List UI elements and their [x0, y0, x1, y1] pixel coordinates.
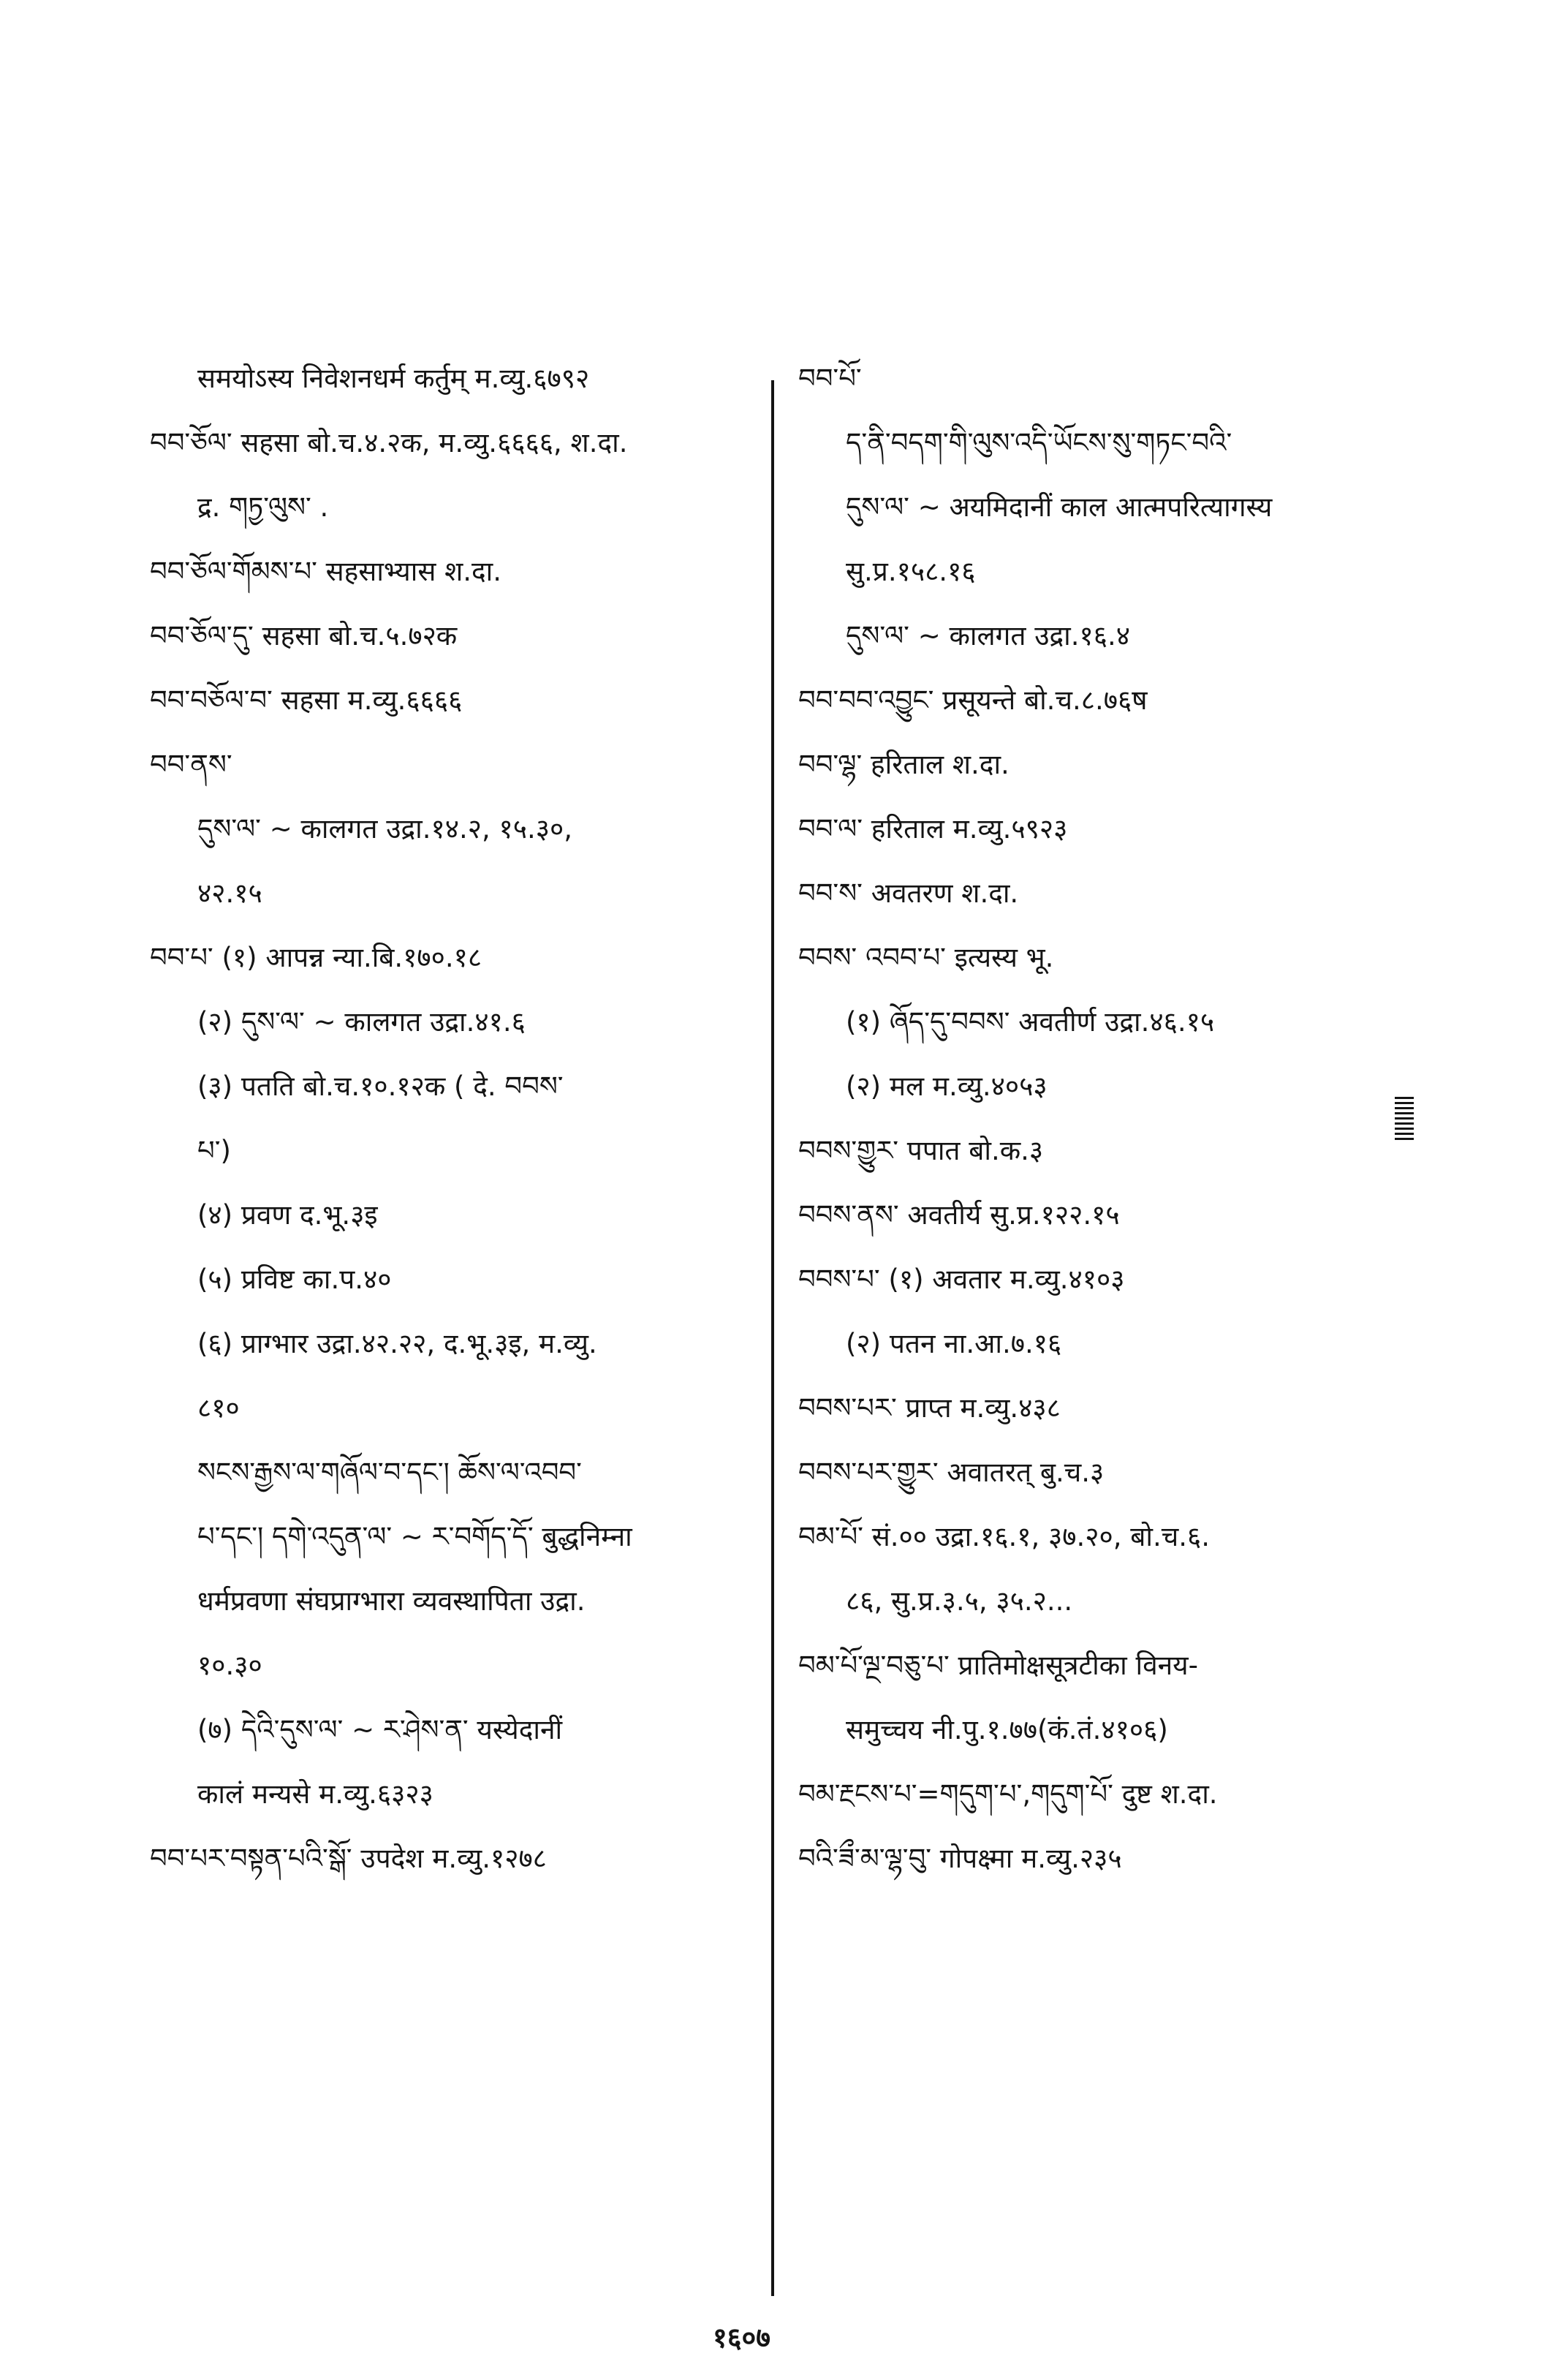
- entry-line: བབ་བཅོལ་བ་ सहसा म.व्यु.६६६६: [150, 684, 463, 716]
- entry-line: བབ་པ་ (१) आपन्न न्या.बि.१७०.१८: [150, 942, 482, 973]
- entry-line: སངས་རྒྱས་ལ་གཞོལ་བ་དང་། ཆོས་ལ་འབབ་: [197, 1457, 582, 1488]
- entry-line: (२) पतन ना.आ.७.१६: [846, 1328, 1062, 1359]
- entry-line: ८६, सु.प्र.३.५, ३५.२...: [846, 1585, 1073, 1617]
- entry-line: བབས་ནས་ अवतीर्य सु.प्र.१२२.१५: [798, 1199, 1120, 1231]
- entry-line: (४) प्रवण द.भू.३इ: [197, 1199, 378, 1231]
- entry-line: བམ་པོ་ལྔ་བཅུ་པ་ प्रातिमोक्षसूत्रटीका विनय-: [798, 1650, 1198, 1681]
- entry-line: པ་): [197, 1135, 231, 1166]
- entry-line: བབ་ཅོལ་ सहसा बो.च.४.२क, म.व्यु.६६६६, श.दा.: [150, 427, 628, 458]
- entry-line: བབ་པར་བསྟན་པའི་སྒོ་ उपदेश म.व्यु.१२७८: [150, 1843, 547, 1874]
- entry-line: བབ་ཅོལ་དུ་ सहसा बो.च.५.७२क: [150, 620, 458, 652]
- entry-line: དུས་ལ་ ~ अयमिदानीं काल आत्मपरित्यागस्य: [846, 491, 1273, 523]
- entry-line: བབས་པར་ प्राप्त म.व्यु.४३८: [798, 1392, 1061, 1424]
- entry-line: དུས་ལ་ ~ कालगत उद्रा.१६.४: [846, 620, 1130, 652]
- entry-line: བབ་ལ་ हरिताल म.व्यु.५९२३: [798, 813, 1068, 845]
- entry-line: པ་དང་། དགེ་འདུན་ལ་ ~ ར་བགོད་དོ་ बुद्धनिम्ना: [197, 1521, 632, 1552]
- entry-line: कालं मन्यसे म.व्यु.६३२३: [197, 1778, 433, 1810]
- entry-line: (६) प्राग्भार उद्रा.४२.२२, द.भू.३इ, म.व्यु.: [197, 1328, 597, 1359]
- entry-line: བབ་ནས་: [150, 749, 232, 780]
- entry-line: (२) དུས་ལ་ ~ कालगत उद्रा.४१.६: [197, 1006, 526, 1038]
- entry-line: བམ་རྔངས་པ་=གདུག་པ་,གདུག་པོ་ दुष्ट श.दा.: [798, 1778, 1218, 1810]
- entry-line: བབ་ཅོལ་གོམས་པ་ सहसाभ्यास श.दा.: [150, 556, 502, 587]
- entry-line: (२) मल म.व्यु.४०५३: [846, 1071, 1048, 1102]
- entry-line: བབས་པར་གྱུར་ अवातरत् बु.च.३: [798, 1457, 1105, 1488]
- page-number: १६०७: [713, 2322, 771, 2354]
- entry-line: བབ་བབ་འབྱུང་ प्रसूयन्ते बो.च.८.७६ष: [798, 684, 1148, 716]
- entry-line: धर्मप्रवणा संघप्राग्भारा व्यवस्थापिता उद्रा.: [197, 1585, 586, 1617]
- entry-line: समयोऽस्य निवेशनधर्म कर्तुम् म.व्यु.६७९२: [197, 363, 590, 394]
- entry-line: བམ་པོ་ सं.०० उद्रा.१६.१, ३७.२०, बो.च.६.: [798, 1521, 1210, 1552]
- entry-line: (५) प्रविष्ट का.प.४०: [197, 1264, 392, 1295]
- entry-line: བབས་ འབབ་པ་ इत्यस्य भू.: [798, 942, 1054, 973]
- entry-line: (३) पतति बो.च.१०.१२क ( दे. བབས་: [197, 1071, 564, 1102]
- entry-line: ད་ནི་བདག་གི་ལུས་འདི་ཡོངས་སུ་གཏང་བའི་: [846, 427, 1232, 458]
- entry-line: བའི་ཟྀ་མ་ལྷ་བུ་ गोपक्ष्मा म.व्यु.२३५: [798, 1843, 1122, 1874]
- entry-line: ८१०: [197, 1392, 240, 1424]
- entry-line: བབ་ལྷ་ हरिताल श.दा.: [798, 749, 1010, 780]
- entry-line: བབ་པོ་: [798, 363, 862, 394]
- entry-line: དུས་ལ་ ~ कालगत उद्रा.१४.२, १५.३०,: [197, 813, 572, 845]
- entry-line: द्र. གཏྱ་ལུས་ .: [197, 491, 329, 523]
- entry-line: བབ་ས་ अवतरण श.दा.: [798, 877, 1019, 909]
- column-divider: [771, 380, 774, 2296]
- entry-line: (१) ཞོད་དུ་བབས་ अवतीर्ण उद्रा.४६.१५: [846, 1006, 1215, 1038]
- entry-line: समुच्चय नी.पु.१.७७(कं.तं.४१०६): [846, 1714, 1168, 1745]
- entry-line: བབས་པ་ (१) अवतार म.व्यु.४१०३: [798, 1264, 1125, 1295]
- entry-line: १०.३०: [197, 1650, 262, 1681]
- margin-mark: [1395, 1097, 1414, 1141]
- entry-line: सु.प्र.१५८.१६: [846, 556, 976, 587]
- entry-line: བབས་གྱུར་ पपात बो.क.३: [798, 1135, 1044, 1166]
- entry-line: ४२.१५: [197, 877, 262, 909]
- entry-line: (७) དེའི་དུས་ལ་ ~ ར་ཤེས་ན་ यस्येदानीं: [197, 1714, 563, 1745]
